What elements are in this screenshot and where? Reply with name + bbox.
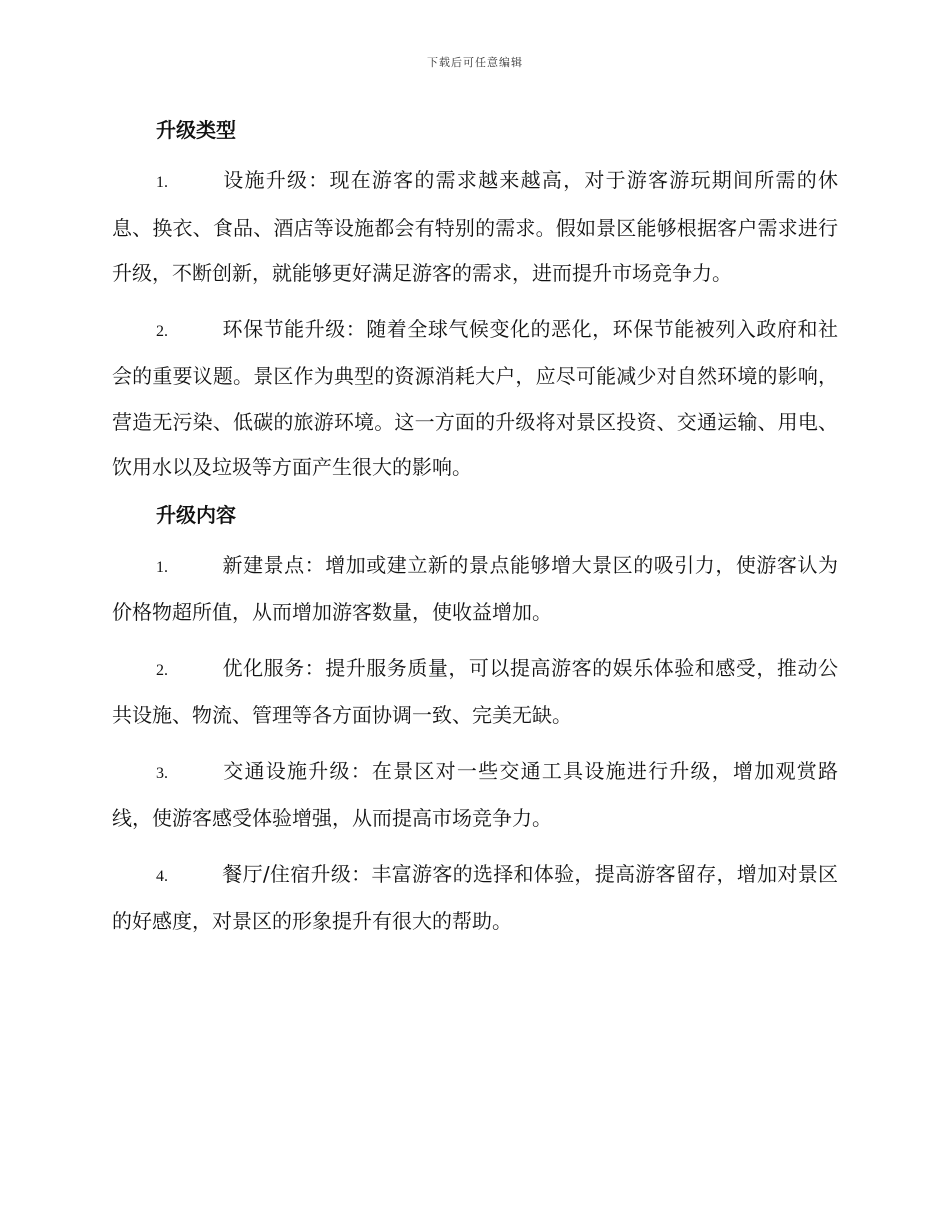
list-item-text: 设施升级：现在游客的需求越来越高，对于游客游玩期间所需的休息、换衣、食品、酒店等设施都会有特别的需求。假如景区能够根据客户需求进行升级，不断创新，就能够更好满足游客的需求，进而提升市场竞争力。 xyxy=(112,168,838,285)
list-item xyxy=(112,852,838,945)
list-item-number: 4. xyxy=(156,867,168,885)
list-item xyxy=(112,158,838,297)
section-heading: 升级类型 xyxy=(156,118,236,142)
list-item-number: 1. xyxy=(156,174,168,191)
section-heading: 升级内容 xyxy=(156,502,236,527)
page-header-note: 下载后可任意编辑 xyxy=(427,56,523,69)
list-item xyxy=(112,646,838,739)
section-upgrade-content xyxy=(112,501,838,945)
list-item-number: 2. xyxy=(156,322,168,340)
list-item-number: 3. xyxy=(156,764,168,782)
list-item-text: 环保节能升级：随着全球气候变化的恶化，环保节能被列入政府和社会的重要议题。景区作为典型的资源消耗大户，应尽可能减少对自然环境的影响，营造无污染、低碳的旅游环境。这一方面的升级将对景区投资、交通运输、用电、饮用水以及垃圾等方面产生很大的影响。 xyxy=(112,316,838,479)
list-item-number: 2. xyxy=(156,661,168,679)
list-item-text: 餐厅/住宿升级：丰富游客的选择和体验，提高游客留存，增加对景区的好感度，对景区的形象提升有很大的帮助。 xyxy=(112,861,838,933)
list-item-text: 优化服务：提升服务质量，可以提高游客的娱乐体验和感受，推动公共设施、物流、管理等各方面协调一致、完美无缺。 xyxy=(112,655,838,727)
section-upgrade-types xyxy=(112,116,838,491)
list-item xyxy=(112,749,838,842)
list-item-text: 新建景点：增加或建立新的景点能够增大景区的吸引力，使游客认为价格物超所值，从而增加游客数量，使收益增加。 xyxy=(112,552,838,624)
list-item-text: 交通设施升级：在景区对一些交通工具设施进行升级，增加观赏路线，使游客感受体验增强，从而提高市场竞争力。 xyxy=(112,758,838,830)
list-item xyxy=(112,307,838,491)
list-item-number: 1. xyxy=(156,558,168,576)
list-item xyxy=(112,543,838,636)
document-body xyxy=(112,110,838,945)
